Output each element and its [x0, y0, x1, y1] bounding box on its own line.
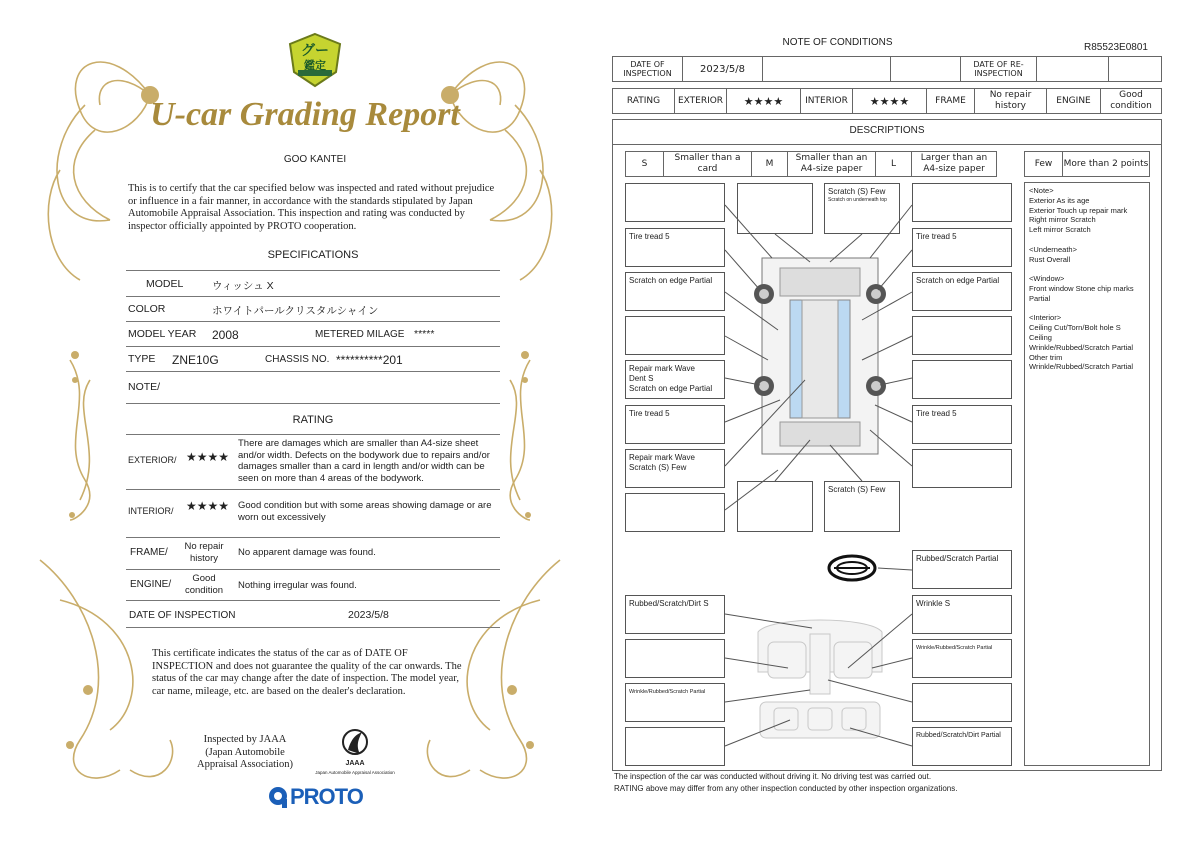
metered-milage-value: ***** — [414, 328, 435, 340]
engine-label: ENGINE/ — [130, 579, 172, 590]
divider — [126, 569, 500, 570]
model-year-label: MODEL YEAR — [128, 328, 197, 340]
interior-label: INTERIOR/ — [128, 506, 174, 516]
frame-label: FRAME/ — [130, 547, 168, 558]
damage-text: Scratch (S) Few — [828, 187, 886, 196]
date-of-inspection-value: 2023/5/8 — [683, 57, 763, 81]
interior-description: Good condition but with some areas showing damage or are worn out excessively — [238, 500, 492, 523]
footer-note-1: The inspection of the car was conducted without driving it. No driving test was carried out. — [614, 772, 932, 781]
note-reference: R85523E0801 — [1084, 42, 1148, 53]
exterior-stars: ★★★★ — [727, 89, 801, 113]
model-year-value: 2008 — [212, 328, 239, 342]
interior-leader-lines — [600, 0, 1200, 848]
divider — [126, 346, 500, 347]
type-value: ZNE10G — [172, 353, 219, 367]
interior-box-rear-trim: Rubbed/Scratch/Dirt Partial — [912, 727, 1012, 766]
notes-list: <Note> Exterior As its age Exterior Touch up repair mark Right mirror Scratch Left mirror Scratch <Underneath> Rust Overall <Window> Front window Stone chip marks Partial <Interior> Ceiling Cut/Torn/Bolt hole S Ceiling Wrinkle/Rubbed/Scratch Partial Other trim Wrinkle/Rubbed/Scratch Partial — [1024, 182, 1150, 766]
exterior-stars: ★★★★ — [186, 450, 230, 464]
frame-label: FRAME — [927, 89, 975, 113]
exterior-description: There are damages which are smaller than A4-size sheet and/or width. Defects on the bodywork due to repairs and/or damages smaller than a card in length and/or width can be seen on more than 4 areas of the bodywork. — [238, 438, 490, 484]
interior-label: INTERIOR — [801, 89, 853, 113]
date-of-inspection-label: DATE OF INSPECTION — [613, 57, 683, 81]
divider — [126, 321, 500, 322]
divider — [126, 270, 500, 271]
divider — [126, 403, 500, 404]
report-title: U-car Grading Report — [150, 96, 460, 133]
model-label: MODEL — [146, 278, 184, 290]
jaaa-logo-text: JAAA — [345, 760, 365, 767]
legend-l-description: Larger than an A4-size paper — [920, 153, 988, 174]
interior-stars: ★★★★ — [186, 499, 230, 513]
divider — [126, 296, 500, 297]
damage-subtext: Scratch on underneath top — [828, 197, 887, 203]
engine-value: Good condition — [184, 573, 224, 596]
proto-mark-icon — [268, 785, 290, 809]
date-of-inspection-value: 2023/5/8 — [348, 609, 389, 621]
date-of-inspection-label: DATE OF INSPECTION — [129, 610, 236, 621]
goo-kantei-badge — [288, 32, 342, 88]
engine-description: Nothing irregular was found. — [238, 580, 357, 591]
legend-s: S — [626, 152, 664, 176]
date-of-reinspection-label: DATE OF RE-INSPECTION — [961, 57, 1037, 81]
frame-value: No repair history — [975, 89, 1047, 113]
jaaa-emblem-icon — [340, 728, 370, 760]
metered-milage-label: METERED MILAGE — [315, 329, 405, 340]
jaaa-caption: Japan Automobile Appraisal Association — [315, 770, 395, 775]
certificate-disclaimer: This certificate indicates the status of the car as of DATE OF INSPECTION and does not guarantee the quality of the car onwards. The status of the car may change after the date of inspection. The model year, car name, mileage, etc. are based on the dealer's declaration. — [152, 648, 462, 697]
exterior-label: EXTERIOR/ — [128, 455, 177, 465]
certificate-intro: This is to certify that the car specified below was inspected and rated without prejudice or influence in a fair manner, in accordance with the standards stipulated by Japan Automobile Appraisal Association. This inspection and rating was conducted by inspector officially appointed by PROTO cooperation. — [128, 183, 495, 232]
proto-logo-text: PROTO — [290, 784, 363, 809]
divider — [126, 489, 500, 490]
damage-box-tire-front-left: Tire tread 5 — [625, 228, 725, 267]
divider — [126, 434, 500, 435]
exterior-label: EXTERIOR — [675, 89, 727, 113]
interior-box-left-seat: Wrinkle/Rubbed/Scratch Partial — [625, 683, 725, 722]
legend-l: L — [876, 152, 912, 176]
badge-logo: グー — [301, 42, 329, 58]
damage-box-edge-left: Scratch on edge Partial — [625, 272, 725, 311]
report-subtitle: GOO KANTEI — [283, 154, 347, 165]
frame-value: No repair history — [184, 541, 224, 564]
note-title: NOTE OF CONDITIONS — [782, 37, 893, 48]
interior-stars: ★★★★ — [853, 89, 927, 113]
divider — [126, 600, 500, 601]
divider — [126, 537, 500, 538]
jaaa-logo — [315, 728, 395, 780]
engine-label: ENGINE — [1047, 89, 1101, 113]
interior-box-ceiling: Rubbed/Scratch/Dirt S — [625, 595, 725, 634]
note-label: NOTE/ — [128, 381, 161, 393]
note-of-conditions — [600, 0, 1200, 848]
damage-box-tire-rear-left: Tire tread 5 — [625, 405, 725, 444]
damage-box-tire-rear-right: Tire tread 5 — [912, 405, 1012, 444]
damage-box-left-rear: Repair mark Wave Dent S Scratch on edge Partial — [625, 360, 725, 399]
model-value: ウィッシュ X — [212, 280, 274, 292]
rating-heading: RATING — [292, 414, 334, 426]
descriptions-heading: DESCRIPTIONS — [849, 125, 925, 136]
badge-text: 鑑定 — [304, 60, 326, 72]
proto-logo — [268, 783, 378, 811]
interior-box-steering: Rubbed/Scratch Partial — [912, 550, 1012, 589]
frame-description: No apparent damage was found. — [238, 547, 376, 558]
specifications-heading: SPECIFICATIONS — [267, 249, 359, 261]
legend-more: More than 2 points — [1063, 158, 1149, 169]
chassis-value: **********201 — [336, 353, 403, 367]
footer-note-2: RATING above may differ from any other inspection conducted by other inspection organizations. — [614, 784, 958, 793]
rating-label: RATING — [613, 89, 675, 113]
damage-box-edge-right: Scratch on edge Partial — [912, 272, 1012, 311]
chassis-label: CHASSIS NO. — [265, 354, 330, 365]
color-label: COLOR — [128, 303, 166, 315]
legend-few: Few — [1025, 152, 1063, 176]
damage-box-rear-center: Scratch (S) Few — [824, 481, 900, 532]
legend-m: M — [752, 152, 788, 176]
interior-box-right-front: Wrinkle S — [912, 595, 1012, 634]
damage-box-tire-front-right: Tire tread 5 — [912, 228, 1012, 267]
divider — [126, 371, 500, 372]
color-value: ホワイトパールクリスタルシャイン — [212, 305, 379, 317]
inspected-by: Inspected by JAAA (Japan Automobile Appraisal Association) — [197, 734, 293, 770]
type-label: TYPE — [128, 353, 156, 365]
divider — [126, 627, 500, 628]
interior-box-right-seat: Wrinkle/Rubbed/Scratch Partial — [912, 639, 1012, 678]
engine-value: Good condition — [1110, 90, 1152, 111]
legend-s-description: Smaller than a card — [664, 152, 752, 176]
damage-box-left-bottom: Repair mark Wave Scratch (S) Few — [625, 449, 725, 488]
legend-m-description: Smaller than an A4-size paper — [788, 152, 876, 176]
